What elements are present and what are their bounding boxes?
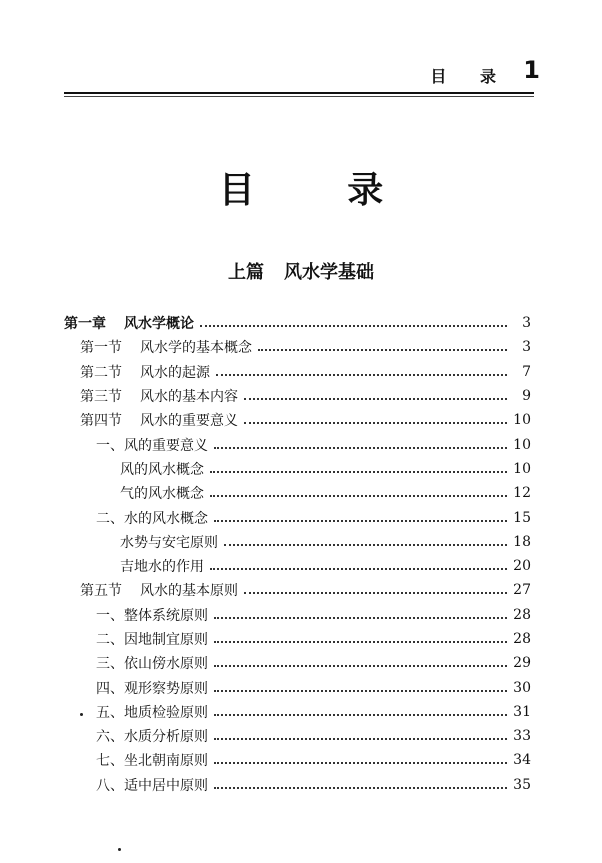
toc-entry-title: 一、整体系统原则 bbox=[96, 607, 208, 624]
table-of-contents bbox=[0, 311, 602, 797]
toc-entry-page: 28 bbox=[513, 631, 531, 647]
toc-entry-label bbox=[96, 605, 208, 625]
toc-entry-label bbox=[96, 629, 208, 649]
toc-entry-title: 五、地质检验原则 bbox=[96, 704, 208, 721]
toc-entry[interactable] bbox=[0, 651, 602, 675]
toc-entry[interactable] bbox=[0, 675, 602, 699]
toc-entry-page: 30 bbox=[513, 679, 531, 696]
toc-entry-label bbox=[120, 483, 204, 503]
toc-entry[interactable] bbox=[0, 457, 602, 481]
dot-leader bbox=[210, 568, 507, 570]
toc-entry-label bbox=[96, 726, 208, 746]
dot-leader bbox=[224, 544, 507, 546]
dot-leader bbox=[214, 447, 507, 449]
dot-leader bbox=[200, 325, 507, 327]
toc-entry-page: 3 bbox=[522, 315, 531, 332]
toc-entry-page: 12 bbox=[513, 485, 531, 502]
toc-entry[interactable] bbox=[0, 505, 602, 529]
dot-leader bbox=[210, 495, 507, 497]
toc-entry[interactable] bbox=[0, 603, 602, 627]
toc-entry-page: 10 bbox=[513, 460, 531, 477]
toc-entry-page: 3 bbox=[522, 339, 531, 356]
toc-entry-title: 风水的基本内容 bbox=[140, 389, 238, 406]
header-rule-thick bbox=[64, 92, 534, 94]
running-head-title: 目 录 bbox=[430, 67, 510, 86]
toc-entry[interactable] bbox=[0, 335, 602, 359]
toc-entry-page: 27 bbox=[513, 582, 531, 599]
dot-leader bbox=[214, 762, 507, 764]
running-head-page-number: 1 bbox=[523, 56, 540, 84]
toc-entry-number: 第五节 bbox=[80, 583, 122, 600]
toc-entry-label bbox=[120, 459, 204, 479]
dot-leader bbox=[244, 422, 507, 424]
toc-entry-number: 第一章 bbox=[64, 316, 106, 333]
toc-entry[interactable] bbox=[0, 530, 602, 554]
toc-entry[interactable] bbox=[0, 481, 602, 505]
toc-entry-title: 风水的起源 bbox=[140, 364, 210, 381]
toc-entry-label bbox=[80, 337, 252, 357]
toc-entry-title: 风水学概论 bbox=[124, 316, 194, 333]
toc-entry-page: 33 bbox=[513, 728, 531, 745]
toc-entry-page: 29 bbox=[513, 655, 531, 672]
toc-entry-title: 三、依山傍水原则 bbox=[96, 656, 208, 673]
page-title: 目 录 bbox=[218, 170, 424, 211]
toc-entry-title: 二、水的风水概念 bbox=[96, 510, 208, 527]
toc-entry-label bbox=[96, 508, 208, 528]
dot-leader bbox=[214, 690, 507, 692]
toc-entry-label bbox=[96, 435, 208, 455]
toc-entry[interactable] bbox=[0, 724, 602, 748]
toc-entry-page: 34 bbox=[513, 752, 531, 769]
scan-speck bbox=[80, 713, 83, 716]
dot-leader bbox=[214, 665, 507, 667]
toc-entry[interactable] bbox=[0, 748, 602, 772]
toc-entry-title: 吉地水的作用 bbox=[120, 559, 204, 576]
toc-entry-label bbox=[80, 386, 238, 406]
toc-entry-page: 35 bbox=[513, 776, 531, 793]
toc-entry-number: 第四节 bbox=[80, 413, 122, 430]
dot-leader bbox=[214, 617, 507, 619]
toc-entry-page: 7 bbox=[522, 363, 531, 380]
toc-entry[interactable] bbox=[0, 384, 602, 408]
dot-leader bbox=[214, 520, 507, 522]
toc-entry-label bbox=[96, 653, 208, 673]
toc-entry-label bbox=[64, 313, 194, 333]
toc-entry-title: 四、观形察势原则 bbox=[96, 680, 208, 697]
toc-entry-title: 风水的基本原则 bbox=[140, 583, 238, 600]
toc-entry-page: 9 bbox=[522, 388, 531, 405]
toc-entry-label bbox=[80, 410, 238, 430]
dot-leader bbox=[244, 398, 507, 400]
toc-entry-title: 八、适中居中原则 bbox=[96, 777, 208, 794]
toc-entry-label bbox=[120, 556, 204, 576]
toc-entry-page: 20 bbox=[513, 558, 531, 575]
toc-entry-title: 气的风水概念 bbox=[120, 486, 204, 503]
dot-leader bbox=[244, 592, 507, 594]
toc-entry[interactable] bbox=[0, 311, 602, 335]
toc-entry-title: 风水学的基本概念 bbox=[140, 340, 252, 357]
toc-entry[interactable] bbox=[0, 773, 602, 797]
toc-entry-title: 风的风水概念 bbox=[120, 461, 204, 478]
toc-entry-number: 第二节 bbox=[80, 364, 122, 381]
toc-entry-title: 六、水质分析原则 bbox=[96, 729, 208, 746]
dot-leader bbox=[214, 738, 507, 740]
scan-speck bbox=[118, 848, 121, 851]
toc-entry[interactable] bbox=[0, 578, 602, 602]
toc-entry-title: 二、因地制宜原则 bbox=[96, 632, 208, 648]
toc-entry-page: 10 bbox=[513, 412, 531, 429]
toc-entry-page: 28 bbox=[513, 606, 531, 623]
toc-entry-label bbox=[120, 532, 218, 552]
part-title: 风水学基础 bbox=[284, 262, 374, 283]
toc-entry-label bbox=[96, 775, 208, 795]
toc-entry-number: 第一节 bbox=[80, 340, 122, 357]
dot-leader bbox=[214, 641, 507, 643]
dot-leader bbox=[210, 471, 507, 473]
toc-entry-label bbox=[80, 580, 238, 600]
toc-entry[interactable] bbox=[0, 360, 602, 384]
toc-entry-title: 一、风的重要意义 bbox=[96, 437, 208, 454]
dot-leader bbox=[214, 714, 507, 716]
toc-entry-title: 七、坐北朝南原则 bbox=[96, 753, 208, 770]
toc-entry-label bbox=[80, 362, 210, 382]
part-heading bbox=[0, 258, 602, 284]
toc-entry-label bbox=[96, 702, 208, 722]
part-label: 上篇 bbox=[228, 262, 264, 283]
toc-entry-label bbox=[96, 678, 208, 698]
toc-entry-page: 10 bbox=[513, 436, 531, 453]
dot-leader bbox=[216, 374, 507, 376]
toc-entry-page: 15 bbox=[513, 509, 531, 526]
toc-entry-label bbox=[96, 750, 208, 770]
toc-entry[interactable] bbox=[0, 432, 602, 456]
dot-leader bbox=[214, 787, 507, 789]
toc-entry[interactable] bbox=[0, 627, 602, 651]
toc-entry[interactable] bbox=[0, 700, 602, 724]
dot-leader bbox=[258, 349, 507, 351]
running-head bbox=[0, 56, 602, 92]
toc-entry[interactable] bbox=[0, 554, 602, 578]
toc-entry-title: 水势与安宅原则 bbox=[120, 534, 218, 551]
header-rule-thin bbox=[64, 96, 534, 97]
toc-entry-page: 31 bbox=[513, 703, 531, 720]
toc-entry-title: 风水的重要意义 bbox=[140, 413, 238, 430]
toc-entry-page: 18 bbox=[513, 533, 531, 550]
toc-entry-number: 第三节 bbox=[80, 389, 122, 406]
toc-entry[interactable] bbox=[0, 408, 602, 432]
